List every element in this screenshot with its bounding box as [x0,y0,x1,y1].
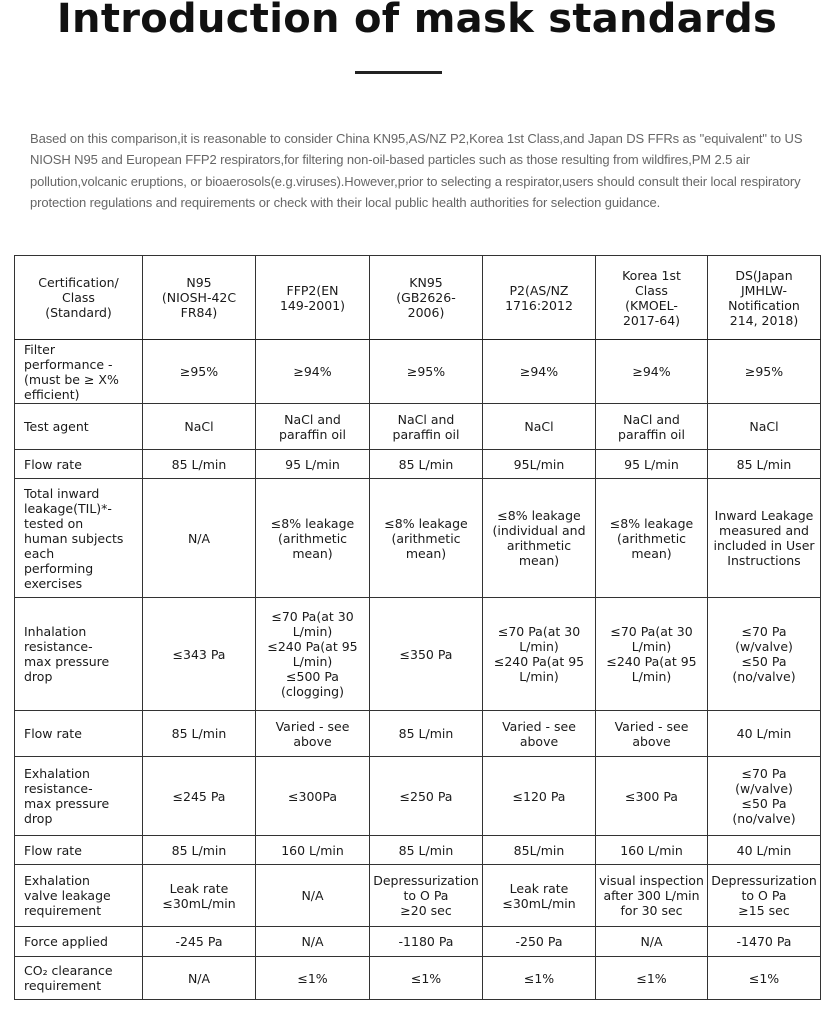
table-cell: N/A [143,479,256,598]
table-cell: 95 L/min [256,450,370,479]
header-cell: Certification/ Class (Standard) [15,256,143,340]
header-cell: DS(Japan JMHLW- Notification 214, 2018) [708,256,821,340]
table-cell: Depressurization to O Pa ≥15 sec [708,865,821,927]
table-cell: 85 L/min [143,711,256,757]
table-cell: -245 Pa [143,927,256,957]
table-cell: ≤70 Pa (w/valve) ≤50 Pa (no/valve) [708,598,821,711]
table-cell: NaCl and paraffin oil [370,404,483,450]
table-cell: 85 L/min [370,450,483,479]
table-cell: 85 L/min [143,450,256,479]
header-cell: N95 (NIOSH-42C FR84) [143,256,256,340]
table-cell: ≤300 Pa [596,757,708,836]
row-label: CO₂ clearance requirement [15,957,143,1000]
table-row [15,836,821,865]
table-cell: ≤1% [596,957,708,1000]
table-cell: -1180 Pa [370,927,483,957]
table-row [15,957,821,1000]
table-cell: Leak rate ≤30mL/min [143,865,256,927]
table-cell: ≤1% [256,957,370,1000]
table-cell: ≥95% [370,340,483,404]
table-row [15,340,821,404]
table-row [15,598,821,711]
table-cell: ≤8% leakage (arithmetic mean) [256,479,370,598]
table-cell: NaCl and paraffin oil [596,404,708,450]
table-cell: ≤8% leakage (arithmetic mean) [370,479,483,598]
table-cell: NaCl [483,404,596,450]
table-header-row [15,256,821,340]
table-row [15,927,821,957]
table-cell: ≤1% [370,957,483,1000]
row-label: Flow rate [15,836,143,865]
table-cell: ≤120 Pa [483,757,596,836]
table-row [15,479,821,598]
header-cell: FFP2(EN 149-2001) [256,256,370,340]
table-cell: Inward Leakage measured and included in User Instructions [708,479,821,598]
header-cell: P2(AS/NZ 1716:2012 [483,256,596,340]
table-cell: N/A [256,865,370,927]
table-row [15,865,821,927]
row-label: Inhalation resistance- max pressure drop [15,598,143,711]
table-cell: 85 L/min [370,836,483,865]
table-cell: ≤8% leakage (individual and arithmetic mean) [483,479,596,598]
table-cell: 85 L/min [370,711,483,757]
table-cell: ≥95% [708,340,821,404]
table-cell: NaCl [708,404,821,450]
table-row [15,450,821,479]
table-cell: Varied - see above [256,711,370,757]
row-label: Filter performance - (must be ≥ X% efficient) [15,340,143,404]
table-cell: N/A [143,957,256,1000]
table-cell: Leak rate ≤30mL/min [483,865,596,927]
table-cell: N/A [256,927,370,957]
table-cell: 95 L/min [596,450,708,479]
row-label: Force applied [15,927,143,957]
table-cell: 40 L/min [708,711,821,757]
table-cell: ≤70 Pa(at 30 L/min) ≤240 Pa(at 95 L/min) [596,598,708,711]
title-underline [355,71,442,74]
table-cell: 85 L/min [708,450,821,479]
table-cell: 160 L/min [596,836,708,865]
table-cell: ≤250 Pa [370,757,483,836]
table-cell: NaCl and paraffin oil [256,404,370,450]
table-cell: visual inspection after 300 L/min for 30 sec [596,865,708,927]
table-cell: ≤245 Pa [143,757,256,836]
table-cell: ≤300Pa [256,757,370,836]
table-cell: ≤1% [483,957,596,1000]
row-label: Exhalation valve leakage requirement [15,865,143,927]
table-cell: 95L/min [483,450,596,479]
table-cell: 160 L/min [256,836,370,865]
row-label: Flow rate [15,711,143,757]
table-row [15,757,821,836]
intro-paragraph: Based on this comparison,it is reasonable to consider China KN95,AS/NZ P2,Korea 1st Class,and Japan DS FFRs as "equivalent" to US NIOSH N95 and European FFP2 respirators,for filtering non-oil-based particles such as those resulting from wildfires,PM 2.5 air pollution,volcanic eruptions, or bioaerosols(e.g.viruses).However,prior to selecting a respirator,users should consult their local respiratory protection regulations and requirements or check with their local public health authorities for selection guidance. [30,131,803,210]
table-cell: -1470 Pa [708,927,821,957]
row-label: Exhalation resistance- max pressure drop [15,757,143,836]
table-cell: N/A [596,927,708,957]
table-cell: Varied - see above [596,711,708,757]
row-label: Total inward leakage(TIL)*- tested on human subjects each performing exercises [15,479,143,598]
table-cell: ≤70 Pa(at 30 L/min) ≤240 Pa(at 95 L/min) [483,598,596,711]
table-cell: ≤70 Pa (w/valve) ≤50 Pa (no/valve) [708,757,821,836]
table-cell: 85L/min [483,836,596,865]
table-cell: ≤70 Pa(at 30 L/min) ≤240 Pa(at 95 L/min) ≤500 Pa (clogging) [256,598,370,711]
mask-standards-table [14,255,821,1000]
table-cell: NaCl [143,404,256,450]
table-cell: ≥94% [256,340,370,404]
table-cell: ≤343 Pa [143,598,256,711]
header-cell: KN95 (GB2626- 2006) [370,256,483,340]
row-label: Test agent [15,404,143,450]
table-cell: 85 L/min [143,836,256,865]
table-row [15,711,821,757]
page-title: Introduction of mask standards [56,0,778,42]
table-cell: ≤350 Pa [370,598,483,711]
table-cell: -250 Pa [483,927,596,957]
table-cell: ≤1% [708,957,821,1000]
table-cell: ≥94% [596,340,708,404]
table-cell: 40 L/min [708,836,821,865]
table-cell: ≥95% [143,340,256,404]
table-cell: Varied - see above [483,711,596,757]
row-label: Flow rate [15,450,143,479]
header-cell: Korea 1st Class (KMOEL- 2017-64) [596,256,708,340]
table-cell: Depressurization to O Pa ≥20 sec [370,865,483,927]
table-row [15,404,821,450]
table-cell: ≥94% [483,340,596,404]
table-cell: ≤8% leakage (arithmetic mean) [596,479,708,598]
